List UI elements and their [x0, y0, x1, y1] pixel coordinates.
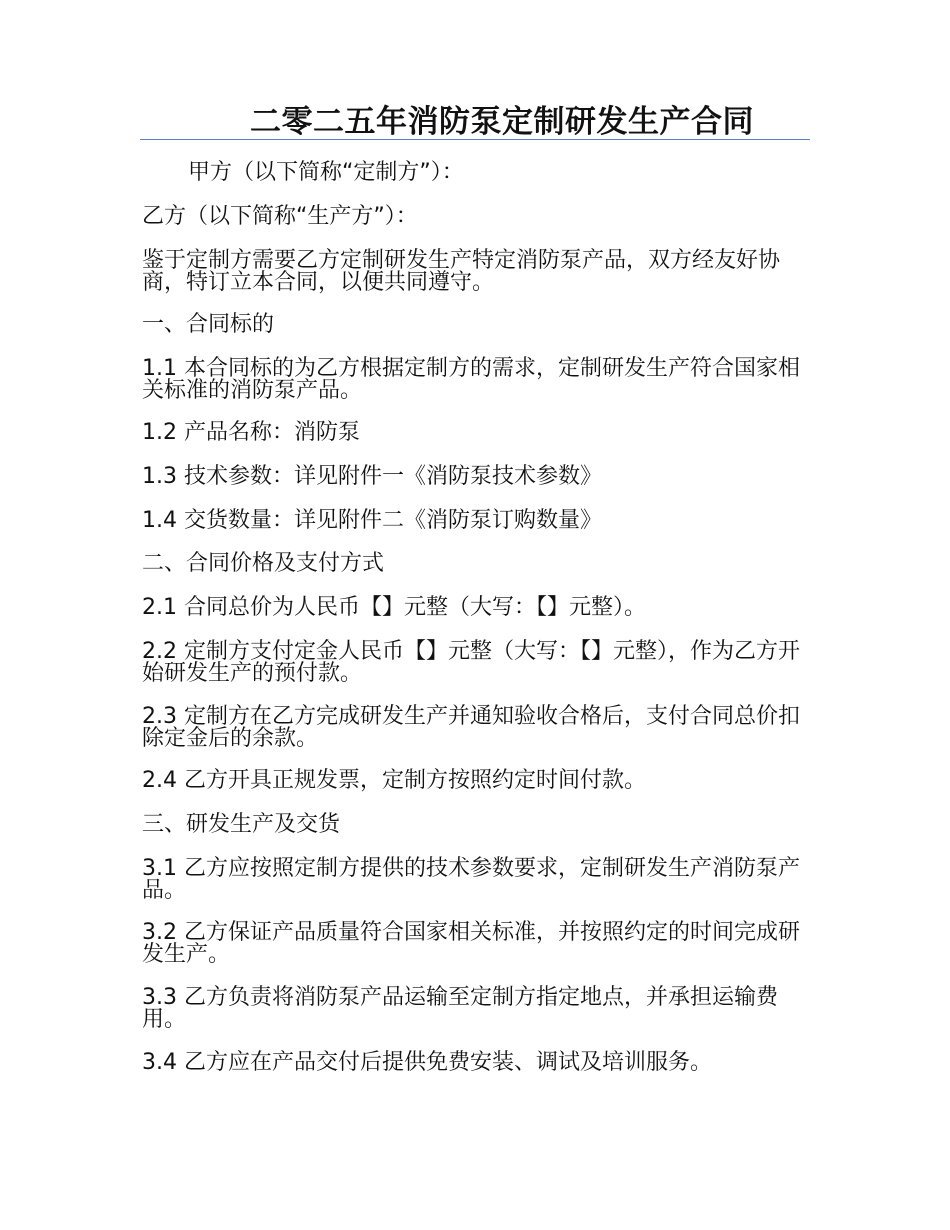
section-heading: 三、研发生产及交货 — [142, 812, 341, 837]
section-heading: 二、合同价格及支付方式 — [142, 551, 385, 576]
clause-1-3: 1.3 技术参数：详见附件一《消防泵技术参数》 — [142, 464, 602, 489]
clause-1-2: 1.2 产品名称：消防泵 — [142, 420, 360, 445]
clause-2-4: 2.4 乙方开具正规发票，定制方按照约定时间付款。 — [142, 768, 646, 793]
title-underline — [140, 139, 810, 140]
clause-3-2: 3.2 乙方保证产品质量符合国家相关标准，并按照约定的时间完成研发生产。 — [142, 920, 800, 967]
clause-2-2: 2.2 定制方支付定金人民币【】元整（大写：【】元整），作为乙方开始研发生产的预付款。 — [142, 639, 800, 686]
party-a-line: 甲方（以下简称“定制方”）： — [188, 160, 464, 185]
preamble-paragraph: 鉴于定制方需要乙方定制研发生产特定消防泵产品，双方经友好协商，特订立本合同，以便共同遵守。 — [142, 248, 781, 295]
party-b-line: 乙方（以下简称“生产方”）： — [142, 204, 418, 229]
clause-3-3: 3.3 乙方负责将消防泵产品运输至定制方指定地点，并承担运输费用。 — [142, 985, 778, 1032]
clause-2-1: 2.1 合同总价为人民币【】元整（大写：【】元整）。 — [142, 595, 646, 620]
clause-1-4: 1.4 交货数量：详见附件二《消防泵订购数量》 — [142, 508, 602, 533]
clause-2-3: 2.3 定制方在乙方完成研发生产并通知验收合格后，支付合同总价扣除定金后的余款。 — [142, 704, 800, 751]
document-title: 二零二五年消防泵定制研发生产合同 — [250, 104, 754, 140]
clause-1-1: 1.1 本合同标的为乙方根据定制方的需求，定制研发生产符合国家相关标准的消防泵产品。 — [142, 356, 800, 403]
section-heading: 一、合同标的 — [142, 312, 275, 337]
clause-3-1: 3.1 乙方应按照定制方提供的技术参数要求，定制研发生产消防泵产品。 — [142, 856, 800, 903]
clause-3-4: 3.4 乙方应在产品交付后提供免费安装、调试及培训服务。 — [142, 1050, 712, 1075]
